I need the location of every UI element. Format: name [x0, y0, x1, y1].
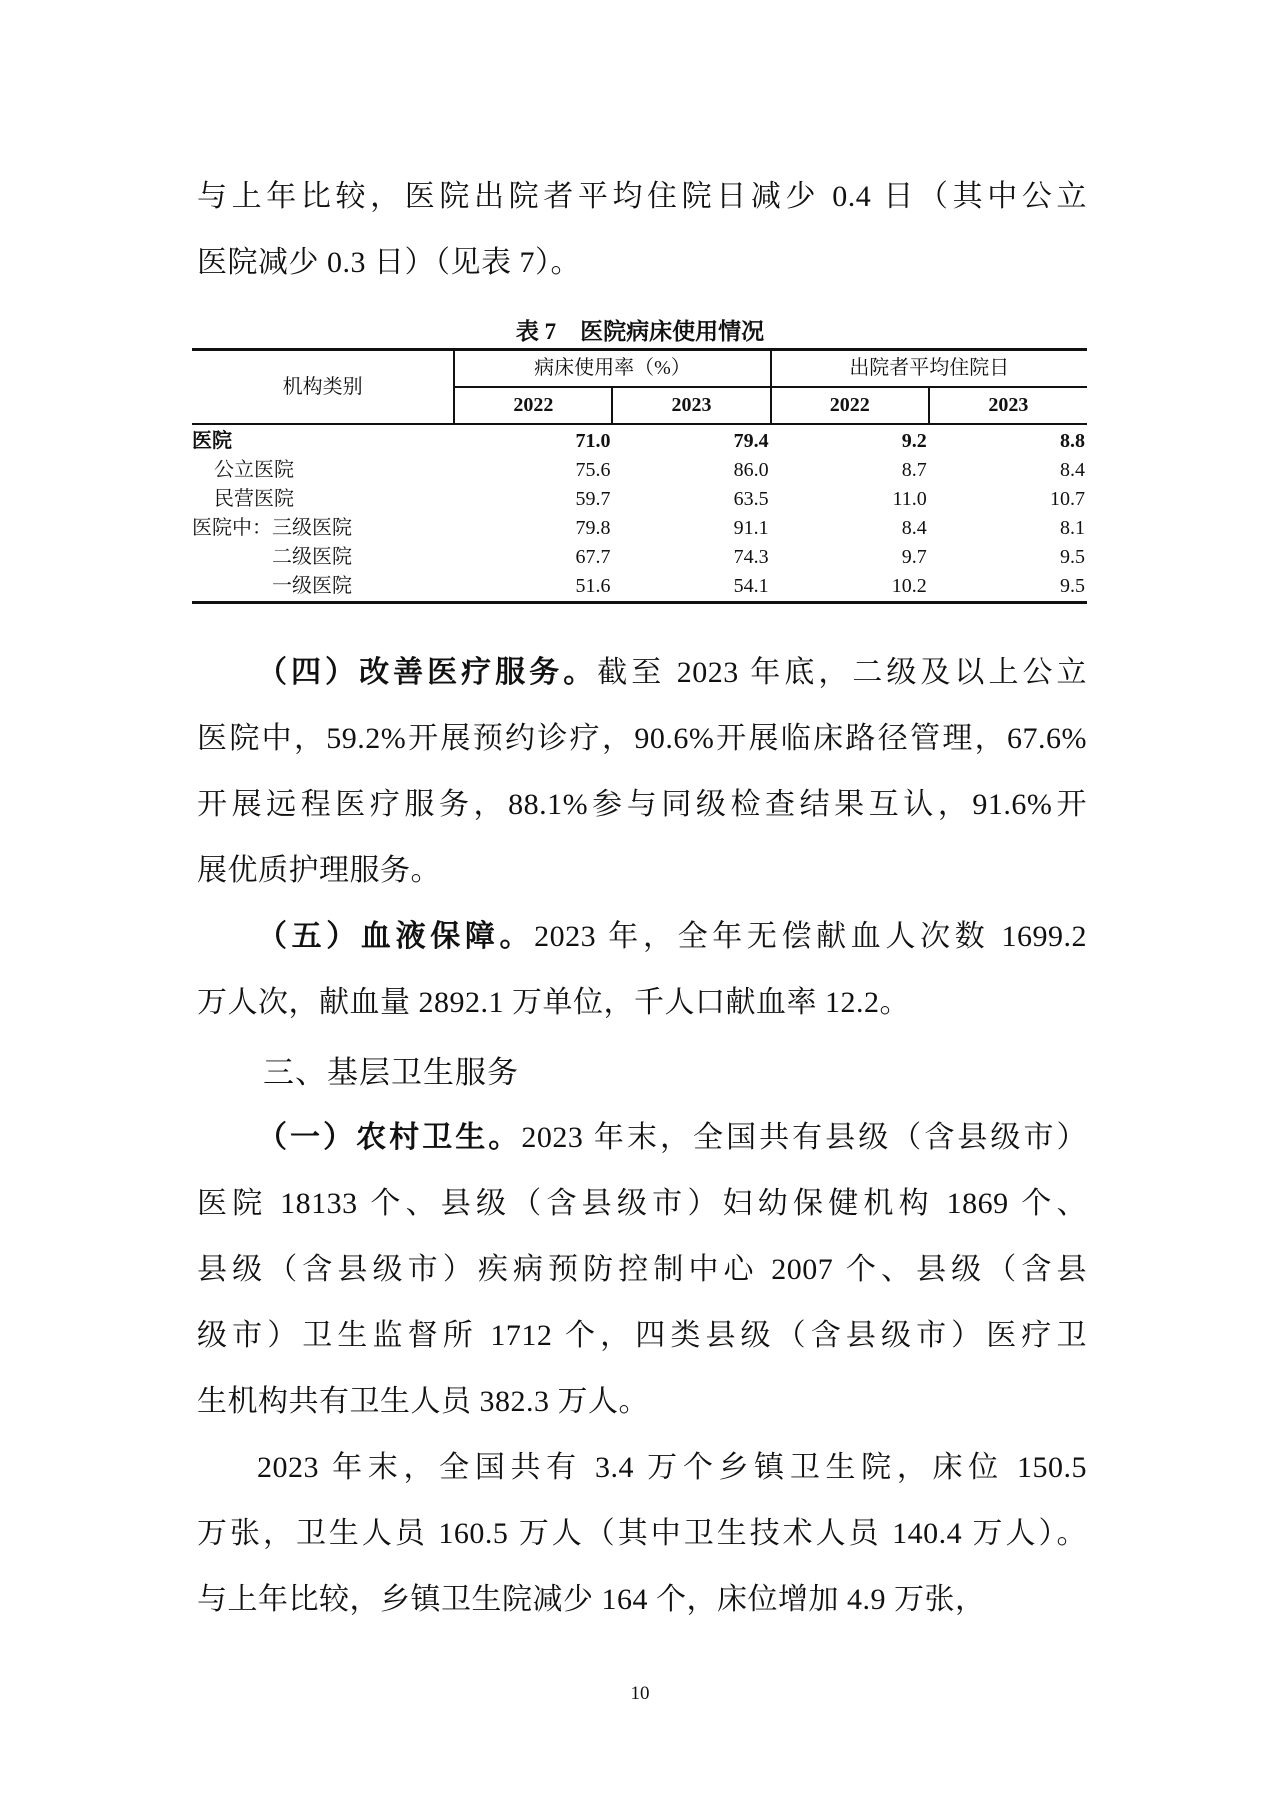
- header-year: 2022: [454, 387, 612, 424]
- cell-value: 59.7: [575, 488, 611, 510]
- cell-value: 8.1: [1060, 517, 1085, 539]
- township-line-2: 万张，卫生人员 160.5 万人（其中卫生技术人员 140.4 万人）。: [197, 1517, 1087, 1550]
- cell-value: 9.7: [901, 546, 927, 568]
- section4-line-1: [257, 653, 1087, 693]
- table-row: [192, 485, 1087, 514]
- header-year: 2023: [612, 387, 770, 424]
- cell-value: 63.5: [733, 488, 769, 510]
- cell-value: 9.5: [1060, 546, 1085, 568]
- header-year: 2023: [929, 387, 1087, 424]
- township-line-3: 与上年比较，乡镇卫生院减少 164 个，床位增加 4.9 万张，: [197, 1583, 986, 1616]
- cell-value: 9.5: [929, 572, 1087, 603]
- table-title: [0, 318, 1280, 346]
- table-caption: 医院病床使用情况: [580, 319, 765, 344]
- cell-value: 91.1: [733, 517, 769, 539]
- header-category: 机构类别: [192, 350, 454, 425]
- rural-text: 2023 年末，全国共有县级（含县级市）: [521, 1121, 1088, 1154]
- row-label: 医院: [192, 430, 232, 452]
- rural-line-1: [257, 1118, 1087, 1158]
- section5-lead: （五）血液保障。: [257, 920, 535, 953]
- rural-line-4: 级市）卫生监督所 1712 个，四类县级（含县级市）医疗卫: [197, 1319, 1087, 1352]
- cell-value: 54.1: [612, 572, 770, 603]
- cell-value: 51.6: [454, 572, 612, 603]
- cell-value: 10.7: [1050, 488, 1085, 510]
- section5-text: 2023 年，全年无偿献血人次数 1699.2: [534, 920, 1088, 953]
- rural-line-5: 生机构共有卫生人员 382.3 万人。: [197, 1385, 649, 1418]
- township-line-1: 2023 年末，全国共有 3.4 万个乡镇卫生院，床位 150.5: [257, 1451, 1087, 1484]
- header-avg-stay: 出院者平均住院日: [771, 350, 1087, 388]
- cell-value: 8.8: [1060, 430, 1085, 452]
- hospital-bed-usage-table: [192, 348, 1087, 604]
- table-row: [192, 572, 1087, 603]
- page-number: 10: [630, 1683, 650, 1704]
- row-label: 民营医院: [214, 488, 294, 510]
- cell-value: 8.4: [1060, 459, 1085, 481]
- section5-line-1: [257, 917, 1087, 957]
- section4-line-2: 医院中，59.2%开展预约诊疗，90.6%开展临床路径管理，67.6%: [197, 722, 1087, 755]
- row-label: 一级医院: [192, 572, 454, 603]
- cell-value: 79.8: [575, 517, 611, 539]
- section4-line-3: 开展远程医疗服务，88.1%参与同级检查结果互认，91.6%开: [197, 788, 1087, 821]
- intro-line-2: 医院减少 0.3 日）（见表 7）。: [197, 246, 581, 279]
- section4-lead: （四）改善医疗服务。: [257, 656, 598, 689]
- cell-value: 79.4: [733, 430, 769, 452]
- rural-lead: （一）农村卫生。: [257, 1121, 522, 1154]
- cell-value: 10.2: [771, 572, 929, 603]
- table-row: [192, 543, 1087, 572]
- table-row: [192, 424, 1087, 456]
- cell-value: 67.7: [575, 546, 611, 568]
- section4-text: 截至 2023 年底，二级及以上公立: [597, 656, 1088, 689]
- cell-value: 75.6: [575, 459, 611, 481]
- intro-line-1: 与上年比较，医院出院者平均住院日减少 0.4 日（其中公立: [197, 180, 1087, 213]
- table-row: [192, 456, 1087, 485]
- section4-line-4: 展优质护理服务。: [197, 854, 441, 887]
- cell-value: 71.0: [575, 430, 611, 452]
- header-year: 2022: [771, 387, 929, 424]
- cell-value: 74.3: [733, 546, 769, 568]
- cell-value: 11.0: [892, 488, 927, 510]
- row-label: 医院中：三级医院: [192, 517, 352, 539]
- section-heading: 三、基层卫生服务: [263, 1055, 519, 1091]
- row-label: 公立医院: [214, 459, 294, 481]
- rural-line-2: 医院 18133 个、县级（含县级市）妇幼保健机构 1869 个、: [197, 1187, 1087, 1220]
- cell-value: 8.4: [901, 517, 927, 539]
- cell-value: 9.2: [901, 430, 927, 452]
- section5-line-2: 万人次，献血量 2892.1 万单位，千人口献血率 12.2。: [197, 986, 910, 1019]
- cell-value: 86.0: [733, 459, 769, 481]
- rural-line-3: 县级（含县级市）疾病预防控制中心 2007 个、县级（含县: [197, 1253, 1087, 1286]
- cell-value: 8.7: [901, 459, 927, 481]
- table-row: [192, 514, 1087, 543]
- row-label: 二级医院: [272, 546, 352, 568]
- header-bed-usage-rate: 病床使用率（%）: [454, 350, 770, 388]
- table-number: 表 7: [515, 319, 557, 344]
